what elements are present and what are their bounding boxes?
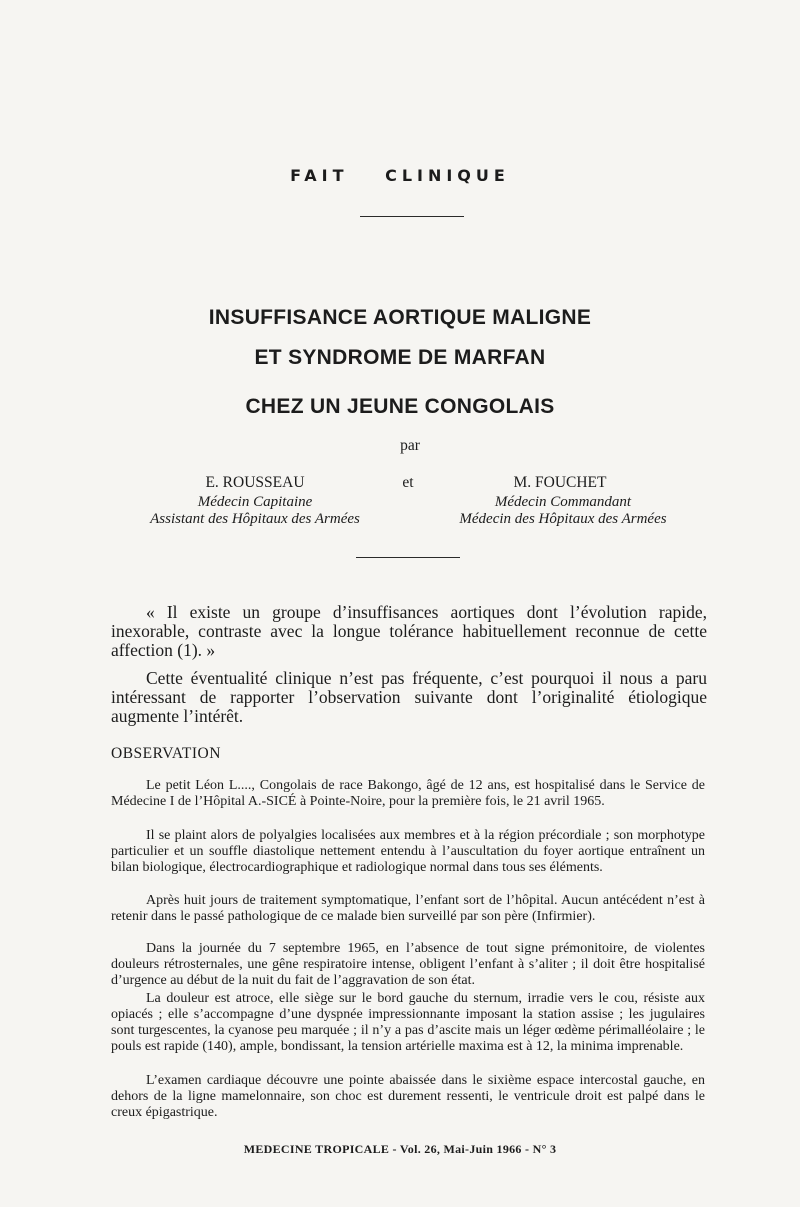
observation-paragraph: Il se plaint alors de polyalgies localisées aux membres et à la région précordiale ; son morphotype particulier et un souffle diastolique nettement entendu à l’auscultation du foyer aortique entraînent un bilan biologique, électrocardiographique et radiologique normal dans tous ses éléments. — [111, 828, 705, 875]
observation-paragraph: L’examen cardiaque découvre une pointe abaissée dans le sixième espace intercostal gauche, en dehors de la ligne mamelonnaire, son choc est durement ressenti, le ventricule droit est palpé dans le creux épigastrique. — [111, 1073, 705, 1120]
byline-divider — [356, 557, 460, 558]
article-title-line-3: CHEZ UN JEUNE CONGOLAIS — [245, 395, 555, 418]
observation-paragraph: Le petit Léon L...., Congolais de race Bakongo, âgé de 12 ans, est hospitalisé dans le Service de Médecine I de l’Hôpital A.-SICÉ à Pointe-Noire, pour la première fois, le 21 avril 1965. — [111, 778, 705, 809]
article-title-line-2: ET SYNDROME DE MARFAN — [254, 346, 546, 369]
observation-paragraph: Dans la journée du 7 septembre 1965, en l’absence de tout signe prémonitoire, de violentes douleurs rétrosternales, une gêne respiratoire intense, obligent l’enfant à s’aliter ; il doit être hospitalisé d’urgence au début de la nuit du fait de l’aggravation de son état. — [111, 941, 705, 988]
intro-quote: « Il existe un groupe d’insuffisances aortiques dont l’évolution rapide, inexorable, contraste avec la longue tolérance habituellement reconnue de cette affection (1). » — [111, 602, 707, 660]
journal-footer: MEDECINE TROPICALE - Vol. 26, Mai-Juin 1966 - N° 3 — [243, 1142, 557, 1156]
section-rubric: FAIT CLINIQUE — [290, 166, 510, 185]
author-2-name: M. FOUCHET — [513, 474, 607, 491]
author-1-role: Assistant des Hôpitaux des Armées — [150, 511, 360, 527]
intro-paragraph: Cette éventualité clinique n’est pas fréquente, c’est pourquoi il nous a paru intéressant de rapporter l’observation suivante dont l’originalité étiologique augmente l’intérêt. — [111, 668, 707, 726]
byline-par: par — [400, 437, 420, 454]
author-1-name: E. ROUSSEAU — [205, 474, 305, 491]
article-title-line-1: INSUFFISANCE AORTIQUE MALIGNE — [208, 306, 592, 329]
observation-paragraph: Après huit jours de traitement symptomatique, l’enfant sort de l’hôpital. Aucun antécédent n’est à retenir dans le passé pathologique de ce malade bien surveillé par son père (Infirmier). — [111, 893, 705, 924]
byline-et: et — [402, 474, 414, 491]
author-2-role: Médecin des Hôpitaux des Armées — [459, 511, 667, 527]
author-2-rank: Médecin Commandant — [494, 494, 632, 510]
author-1-rank: Médecin Capitaine — [197, 494, 313, 510]
observation-paragraph: La douleur est atroce, elle siège sur le bord gauche du sternum, irradie vers le cou, résiste aux opiacés ; elle s’accompagne d’une dyspnée impressionnante imposant la station assise ; les jugulaires sont turgescentes, la cyanose peu marquée ; il n’y a pas d’ascite mais un léger œdème périmalléolaire ; le pouls est rapide (140), ample, bondissant, la tension artérielle maxima est à 12, la minima imprenable. — [111, 991, 705, 1054]
rubric-divider — [360, 216, 464, 217]
observation-heading: OBSERVATION — [111, 745, 221, 762]
